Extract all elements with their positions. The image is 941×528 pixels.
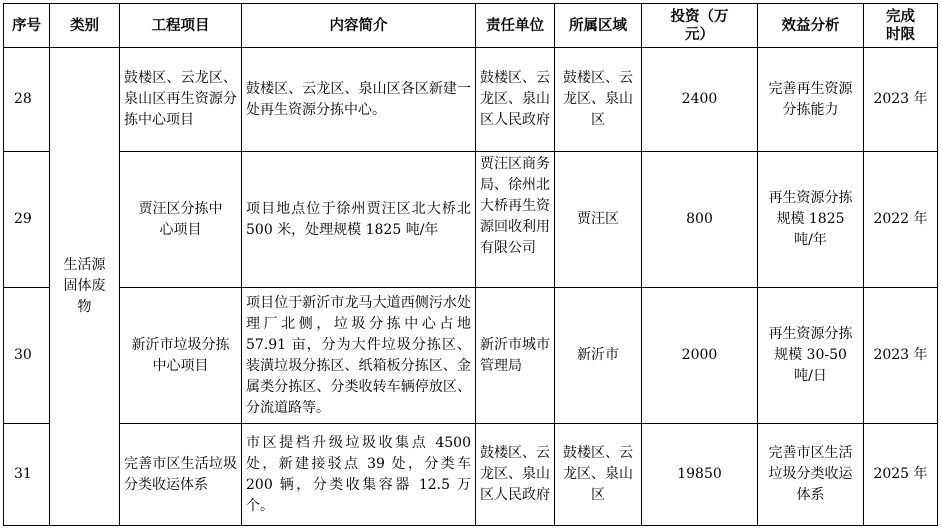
header-deadline: 完成时限 <box>864 4 938 48</box>
row-benefit: 再生资源分拣规模 1825 吨/年 <box>758 152 864 288</box>
row-deadline: 2022 年 <box>864 152 938 288</box>
category-cell <box>50 48 120 526</box>
row-project: 贾汪区分拣中心项目 <box>120 152 242 288</box>
row-unit: 鼓楼区、云龙区、泉山区人民政府 <box>476 424 555 526</box>
row-seq: 29 <box>4 152 50 288</box>
row-deadline: 2023 年 <box>864 288 938 424</box>
row-seq: 31 <box>4 424 50 526</box>
row-project: 完善市区生活垃圾分类收运体系 <box>120 424 242 526</box>
row-benefit: 再生资源分拣规模 30-50 吨/日 <box>758 288 864 424</box>
row-content: 项目位于新沂市龙马大道西侧污水处理厂北侧，垃圾分拣中心占地 57.91 亩，分为大件垃圾分拣区、装潢垃圾分拣区、纸箱板分拣区、金属类分拣区、分类收转车辆停放区、分流道路等。 <box>242 288 476 424</box>
row-benefit: 完善市区生活垃圾分类收运体系 <box>758 424 864 526</box>
row-investment: 19850 <box>642 424 758 526</box>
table-row <box>4 424 938 526</box>
row-deadline: 2023 年 <box>864 48 938 152</box>
header-content: 内容简介 <box>242 4 476 48</box>
header-project: 工程项目 <box>120 4 242 48</box>
table-row <box>4 48 938 152</box>
row-investment: 2400 <box>642 48 758 152</box>
table-row <box>4 288 938 424</box>
row-content: 鼓楼区、云龙区、泉山区各区新建一处再生资源分拣中心。 <box>242 48 476 152</box>
header-row <box>4 4 938 48</box>
table-row <box>4 152 938 288</box>
row-investment: 800 <box>642 152 758 288</box>
row-unit: 贾汪区商务局、徐州北大桥再生资源回收利用有限公司 <box>476 152 555 288</box>
row-unit: 新沂市城市管理局 <box>476 288 555 424</box>
row-region: 新沂市 <box>555 288 642 424</box>
header-region: 所属区域 <box>555 4 642 48</box>
row-benefit: 完善再生资源分拣能力 <box>758 48 864 152</box>
header-benefit: 效益分析 <box>758 4 864 48</box>
row-region: 贾汪区 <box>555 152 642 288</box>
row-seq: 30 <box>4 288 50 424</box>
category-label: 生活源固体废物 <box>63 257 106 315</box>
row-region: 鼓楼区、云龙区、泉山区 <box>555 48 642 152</box>
row-content: 项目地点位于徐州贾汪区北大桥北 500 米，处理规模 1825 吨/年 <box>242 152 476 288</box>
row-unit: 鼓楼区、云龙区、泉山区人民政府 <box>476 48 555 152</box>
row-project: 新沂市垃圾分拣中心项目 <box>120 288 242 424</box>
row-deadline: 2025 年 <box>864 424 938 526</box>
row-project: 鼓楼区、云龙区、泉山区再生资源分拣中心项目 <box>120 48 242 152</box>
row-content: 市区提档升级垃圾收集点 4500 处，新建接驳点 39 处，分类车 200 辆，分类收集容器 12.5 万个。 <box>242 424 476 526</box>
header-seq: 序号 <box>4 4 50 48</box>
row-investment: 2000 <box>642 288 758 424</box>
row-seq: 28 <box>4 48 50 152</box>
header-category: 类别 <box>50 4 120 48</box>
project-table <box>3 3 938 526</box>
header-investment: 投资（万元） <box>642 4 758 48</box>
row-region: 鼓楼区、云龙区、泉山区 <box>555 424 642 526</box>
header-unit: 责任单位 <box>476 4 555 48</box>
